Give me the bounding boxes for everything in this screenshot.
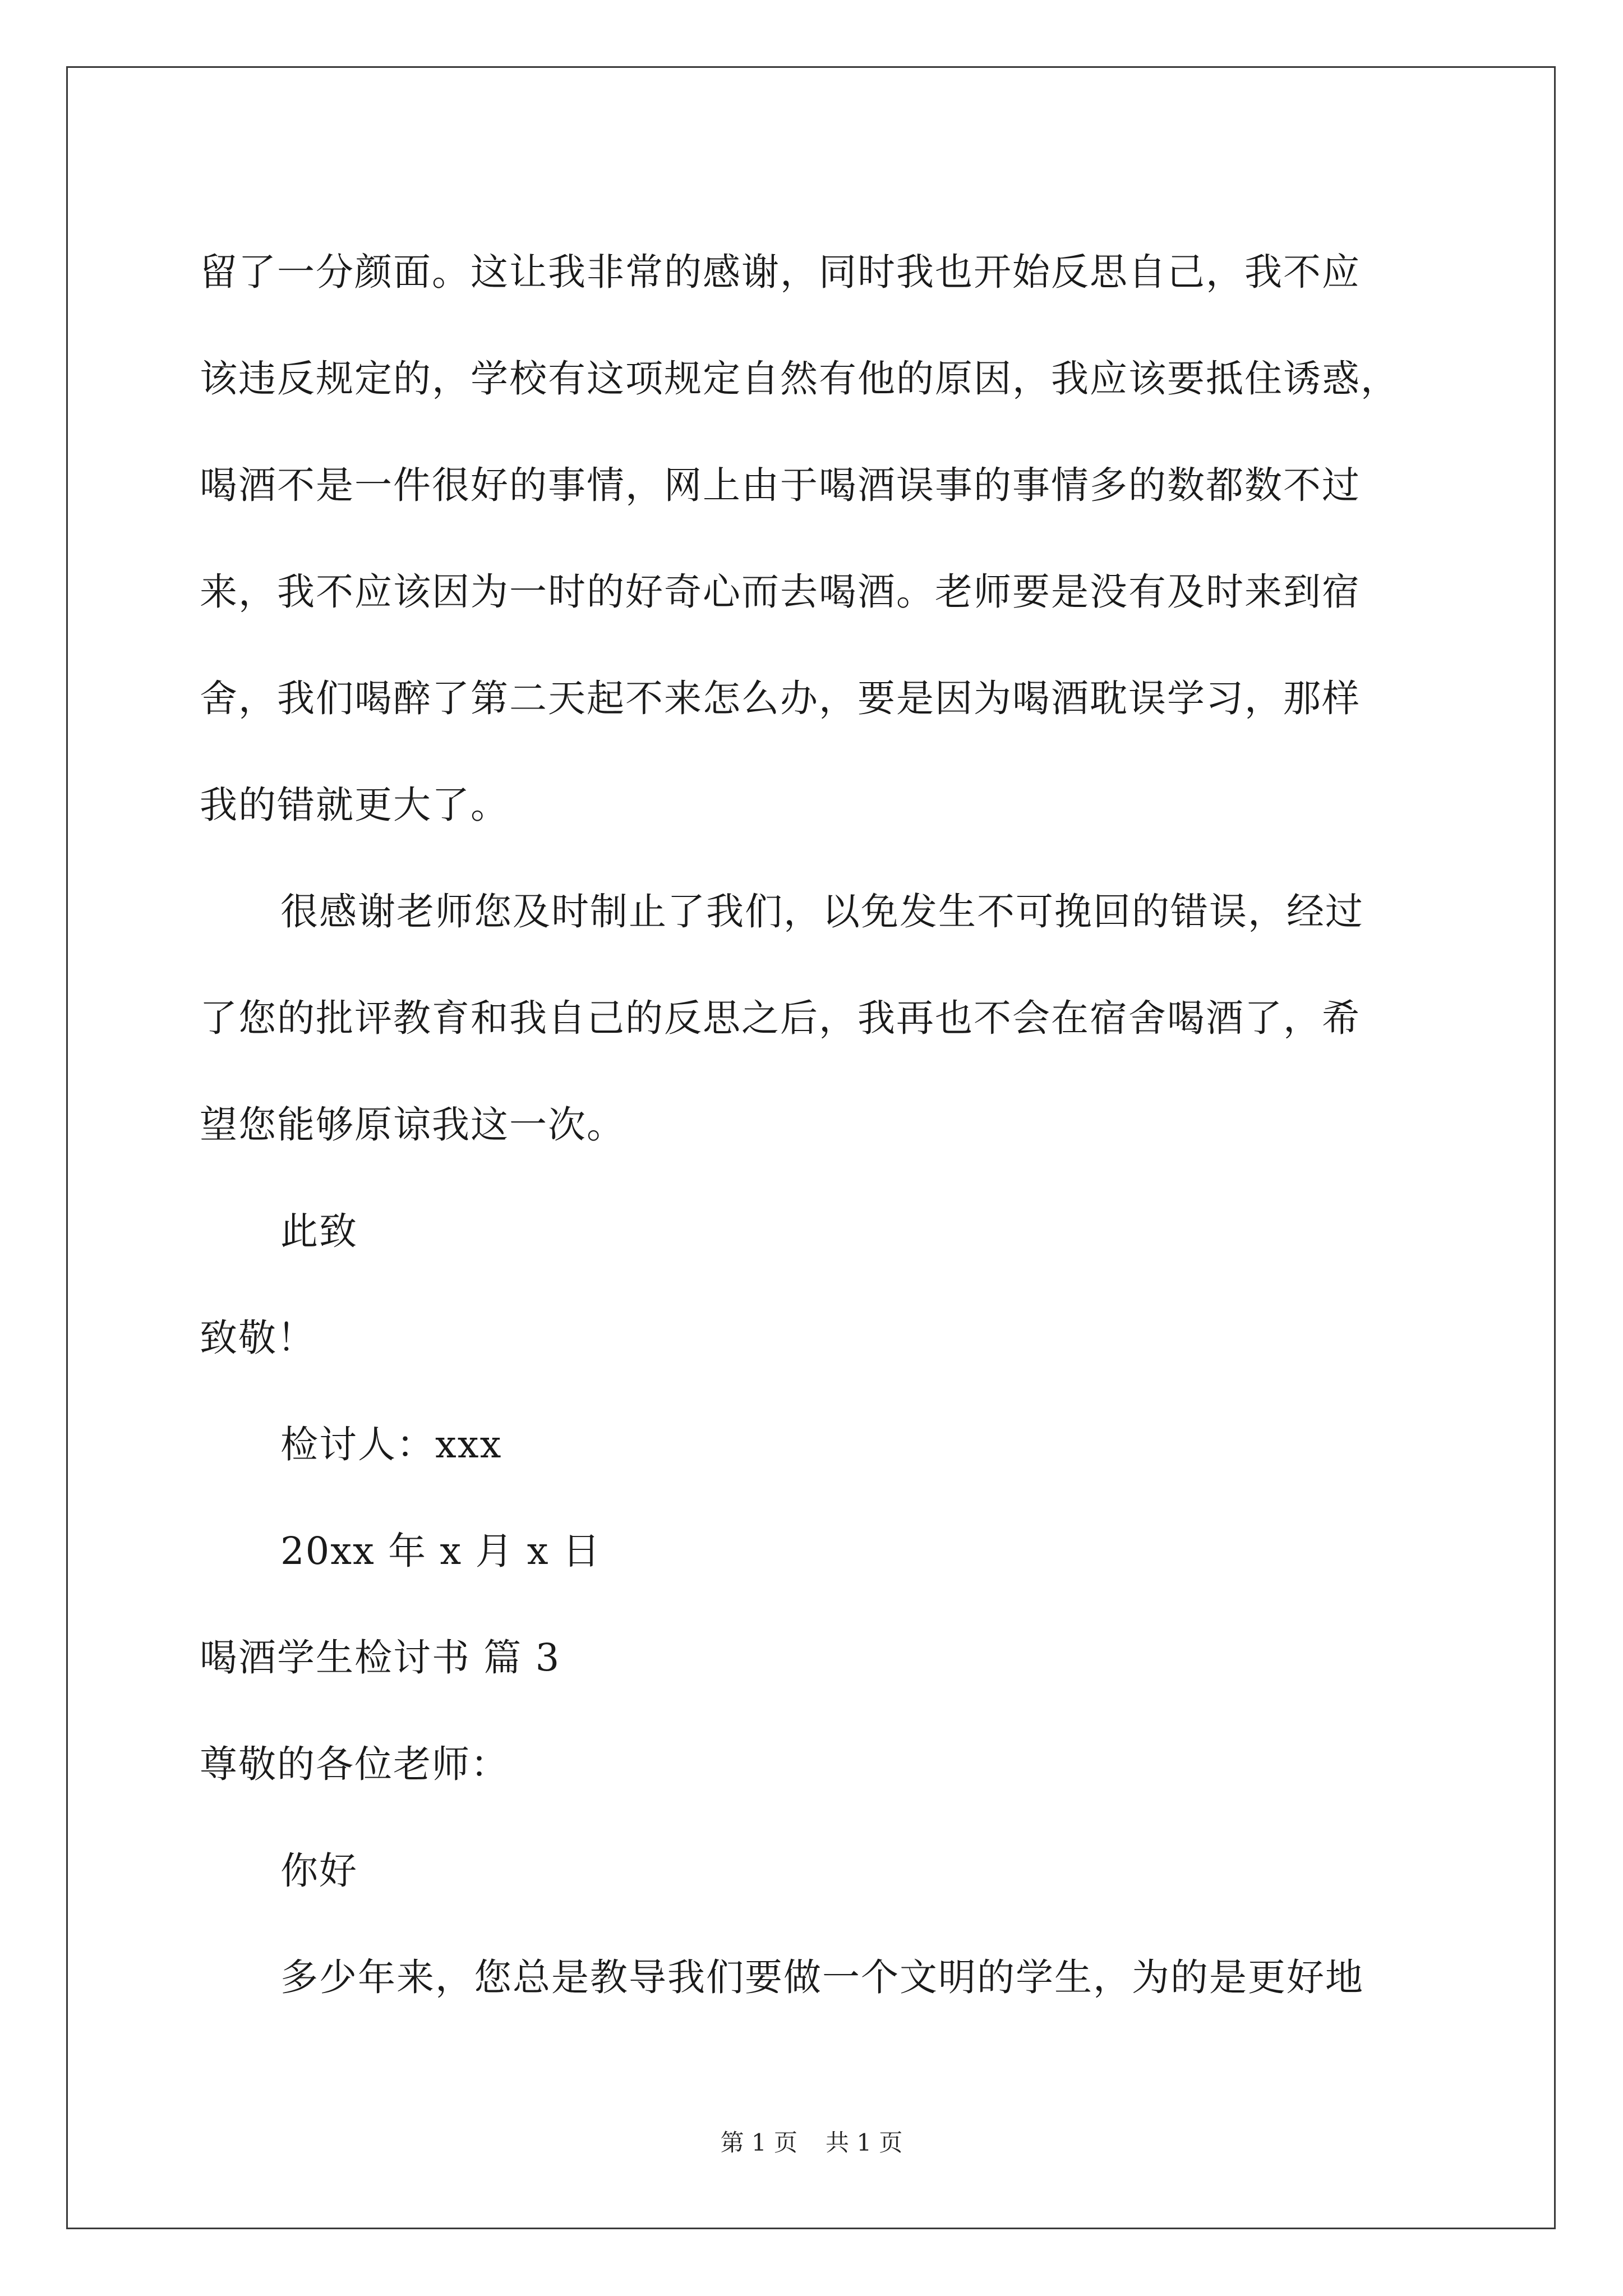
greeting: 尊敬的各位老师： <box>200 1742 509 1786</box>
line: 了您的批评教育和我自己的反思之后，我再也不会在宿舍喝酒了，希 <box>200 996 1361 1040</box>
line: 望您能够原谅我这一次。 <box>200 1103 625 1147</box>
signature-name: 检讨人：xxx <box>280 1423 502 1466</box>
paragraph-2 <box>200 858 1433 1178</box>
line: 来，我不应该因为一时的好奇心而去喝酒。老师要是没有及时来到宿 <box>200 570 1361 614</box>
closing-respect: 致敬！ <box>200 1316 316 1360</box>
greeting-hello: 你好 <box>280 1849 358 1893</box>
page-footer <box>0 2126 1623 2160</box>
line: 留了一分颜面。这让我非常的感谢，同时我也开始反思自己，我不应 <box>200 250 1361 294</box>
line: 舍，我们喝醉了第二天起不来怎么办，要是因为喝酒耽误学习，那样 <box>200 677 1361 720</box>
line: 该违反规定的，学校有这项规定自然有他的原因，我应该要抵住诱惑， <box>200 357 1399 401</box>
section-title: 喝酒学生检讨书 篇 3 <box>200 1636 561 1680</box>
line: 喝酒不是一件很好的事情，网上由于喝酒误事的事情多的数都数不过 <box>200 463 1361 507</box>
page-number-total: 共 1 页 <box>826 2129 903 2156</box>
document-body <box>200 219 1433 2031</box>
line: 很感谢老师您及时制止了我们，以免发生不可挽回的错误，经过 <box>280 890 1364 933</box>
signature-date: 20xx 年 x 月 x 日 <box>280 1529 601 1573</box>
line: 我的错就更大了。 <box>200 783 509 827</box>
paragraph-1 <box>200 219 1433 858</box>
page-number-current: 第 1 页 <box>720 2129 797 2156</box>
paragraph-last: 多少年来，您总是教导我们要做一个文明的学生，为的是更好地 <box>280 1955 1364 1999</box>
closing-salutation: 此致 <box>280 1209 358 1253</box>
